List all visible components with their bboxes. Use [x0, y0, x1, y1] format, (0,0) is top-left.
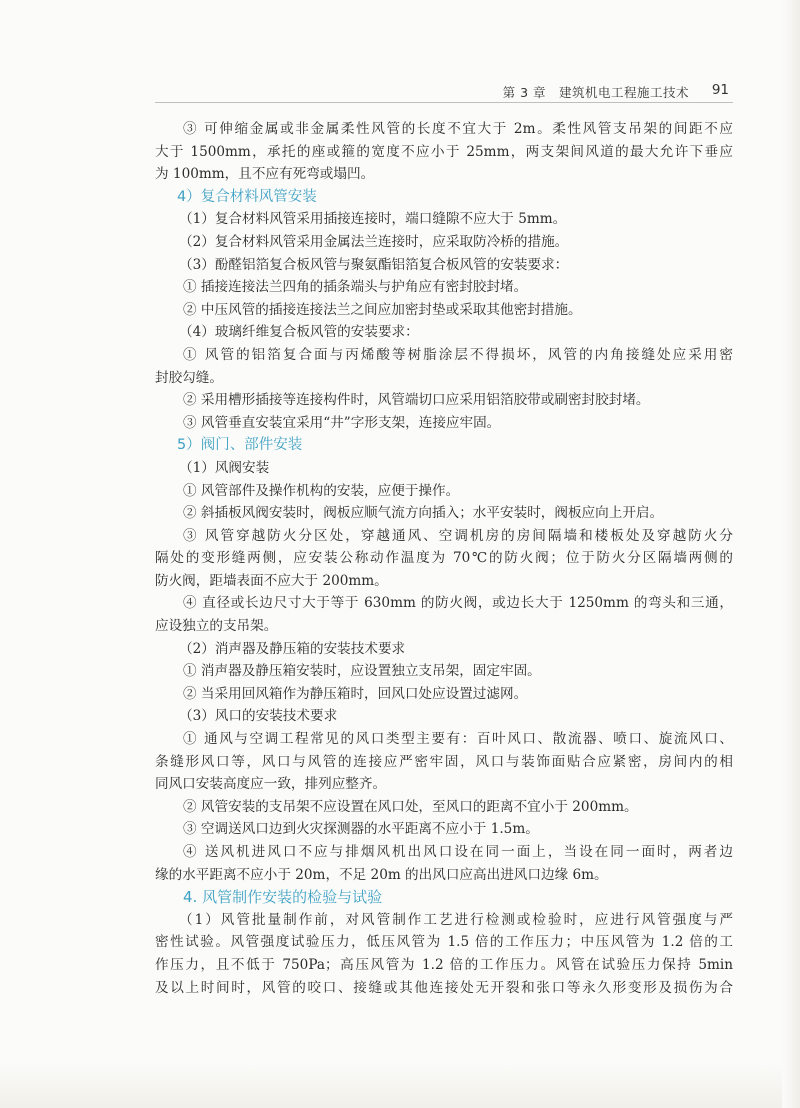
text-line: ② 采用槽形插接等连接构件时，风管端切口应采用铝箔胶带或刷密封胶封堵。: [183, 392, 650, 409]
chapter-title: 第 3 章 建筑机电工程施工技术: [502, 85, 689, 100]
running-header: [155, 80, 733, 103]
text-line: （1）复合材料风管采用插接连接时，端口缝隙不应大于 5mm。: [179, 211, 567, 228]
text-line: （3）风口的安装技术要求: [179, 708, 338, 725]
text-line: 应设独立的支吊架。: [155, 618, 278, 635]
page-number: 91: [711, 82, 729, 98]
text-line: 防火阀，距墙表面不应大于 200mm。: [155, 572, 388, 589]
text-line: ③ 可伸缩金属或非金属柔性风管的长度不宜大于 2m。柔性风管支吊架的间距不应: [183, 121, 733, 137]
text-line: ① 风管部件及操作机构的安装，应便于操作。: [183, 482, 460, 499]
text-line: （1）风管批量制作前，对风管制作工艺进行检测或检验时，应进行风管强度与严: [179, 911, 733, 928]
text-line: （3）酚醛铝箔复合板风管与聚氨酯铝箔复合板风管的安装要求：: [179, 256, 569, 273]
text-line: 为 100mm，且不应有死弯或塌凹。: [155, 166, 375, 183]
section-heading: 4）复合材料风管安装: [177, 188, 317, 205]
text-line: （2）消声器及静压箱的安装技术要求: [179, 640, 406, 657]
text-line: ① 插接连接法兰四角的插条端头与护角应有密封胶封堵。: [183, 279, 528, 296]
text-line: （2）复合材料风管采用金属法兰连接时，应采取防冷桥的措施。: [179, 233, 569, 250]
text-line: 同风口安装高度应一致，排列应整齐。: [155, 776, 387, 793]
page-right-shadow: [782, 0, 800, 1108]
text-line: ② 中压风管的插接连接法兰之间应加密封垫或采取其他密封措施。: [183, 301, 582, 318]
text-line: 密性试验。风管强度试验压力，低压风管为 1.5 倍的工作压力；中压风管为 1.2 倍的工: [155, 934, 733, 951]
text-line: 作压力，且不低于 750Pa；高压风管为 1.2 倍的工作压力。风管在试验压力保持 5min: [155, 956, 733, 973]
text-line: 条缝形风口等，风口与风管的连接应严密牢固，风口与装饰面贴合应紧密，房间内的相: [155, 753, 733, 770]
page-bottom-shadow: [0, 1062, 800, 1108]
text-line: 及以上时间时，风管的咬口、接缝或其他连接处无开裂和张口等永久形变形及损伤为合: [155, 979, 733, 996]
text-line: ① 消声器及静压箱安装时，应设置独立支吊架，固定牢固。: [183, 663, 541, 680]
text-line: ④ 直径或长边尺寸大于等于 630mm 的防火阀，或边长大于 1250mm 的弯头和三通，: [183, 595, 733, 612]
text-line: ③ 空调送风口边到火灾探测器的水平距离不应小于 1.5m。: [183, 821, 539, 838]
text-line: ③ 风管垂直安装宜采用“井”字形支架，连接应牢固。: [183, 414, 501, 431]
text-line: （4）玻璃纤维复合板风管的安装要求：: [179, 324, 419, 341]
body-text: [155, 118, 733, 999]
text-line: ③ 风管穿越防火分区处，穿越通风、空调机房的房间隔墙和楼板处及穿越防火分: [183, 527, 733, 544]
text-line: ① 风管的铝箔复合面与丙烯酸等树脂涂层不得损坏，风管的内角接缝处应采用密: [183, 346, 733, 363]
text-line: ② 斜插板风阀安装时，阀板应顺气流方向插入；水平安装时，阀板应向上开启。: [183, 505, 664, 522]
text-line: 隔处的变形缝两侧，应安装公称动作温度为 70℃的防火阀；位于防火分区隔墙两侧的: [155, 550, 733, 567]
text-line: ① 通风与空调工程常见的风口类型主要有：百叶风口、散流器、喷口、旋流风口、: [183, 731, 733, 748]
text-line: ② 当采用回风箱作为静压箱时，回风口处应设置过滤网。: [183, 685, 528, 702]
text-line: （1）风阀安装: [179, 459, 270, 476]
text-line: 大于 1500mm，承托的座或箍的宽度不应小于 25mm，两支架间风道的最大允许下垂应: [155, 143, 733, 160]
text-line: 缘的水平距离不应小于 20m，不足 20m 的出风口应高出进风口边缘 6m。: [155, 866, 608, 883]
text-line: ④ 送风机进风口不应与排烟风机出风口设在同一面上，当设在同一面时，两者边: [183, 844, 733, 860]
section-heading: 5）阀门、部件安装: [177, 437, 303, 454]
text-line: ② 风管安装的支吊架不应设置在风口处，至风口的距离不宜小于 200mm。: [183, 798, 638, 815]
section-heading: 4. 风管制作安装的检验与试验: [183, 888, 383, 907]
text-line: 封胶勾缝。: [155, 369, 223, 386]
